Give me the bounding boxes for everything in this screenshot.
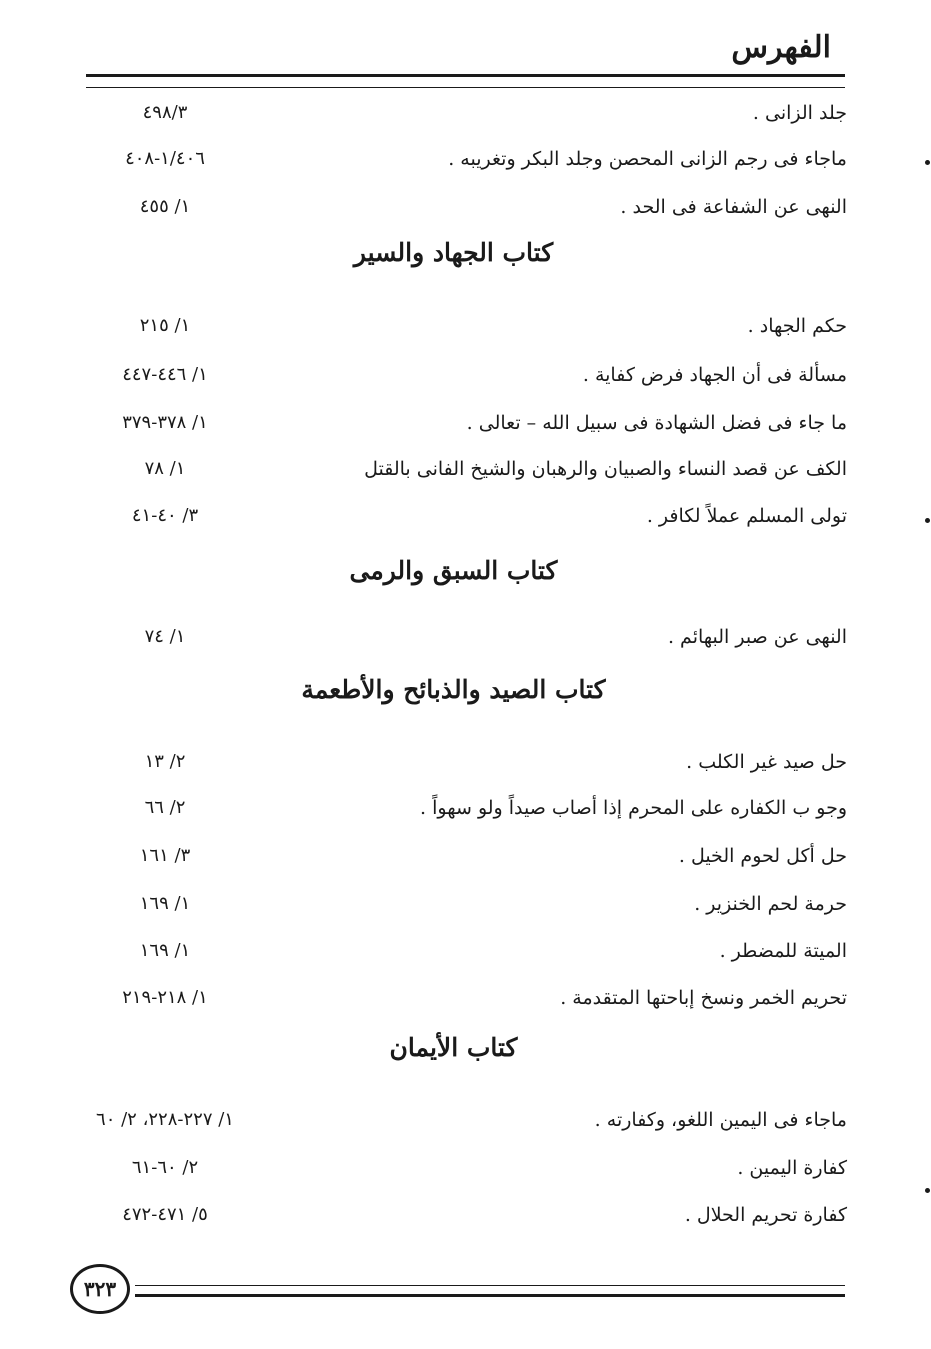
- entry-ref: ٢/ ١٣: [144, 751, 186, 772]
- list-item: [60, 797, 847, 827]
- list-item: [60, 751, 847, 781]
- entry-text: الميتة للمضطر .: [719, 940, 847, 962]
- footer-rule: [135, 1285, 845, 1297]
- list-item: [60, 196, 847, 226]
- entry-ref: ١/ ٢١٨-٢١٩: [122, 987, 208, 1008]
- list-item: [60, 458, 847, 488]
- entry-text: النهى عن صبر البهائم .: [667, 626, 847, 648]
- entry-ref: ٢/ ٦٠-٦١: [131, 1157, 199, 1178]
- entry-text: ماجاء فى رجم الزانى المحصن وجلد البكر وتغريبه .: [448, 148, 847, 170]
- list-item: [60, 1204, 847, 1234]
- list-item: [60, 845, 847, 875]
- entry-ref: ١/ ٢١٥: [139, 315, 191, 336]
- entry-ref: ٢/ ٦٦: [144, 797, 186, 818]
- entry-ref: ١/ ٧٨: [144, 458, 186, 479]
- page-number: ٣٢٣: [70, 1264, 130, 1314]
- list-item: [60, 1109, 847, 1139]
- entry-text: الكف عن قصد النساء والصبيان والرهبان والشيخ الفانى بالقتل: [364, 458, 847, 480]
- entry-ref: ١/ ٢٢٧-٢٢٨، ٢/ ٦٠: [96, 1109, 234, 1130]
- scan-mark: [925, 1188, 930, 1193]
- entry-text: ماجاء فى اليمين اللغو، وكفارته .: [594, 1109, 847, 1131]
- section-heading: كتاب السبق والرمى: [349, 556, 558, 585]
- entry-ref: ١/٤٠٦-٤٠٨: [125, 148, 205, 169]
- entry-ref: ١/ ١٦٩: [139, 893, 191, 914]
- section-heading: كتاب الجهاد والسير: [353, 238, 554, 267]
- entry-ref: ١/ ٤٥٥: [139, 196, 191, 217]
- list-item: [60, 940, 847, 970]
- entry-text: ما جاء فى فضل الشهادة فى سبيل الله – تعالى .: [466, 412, 847, 434]
- section-heading: كتاب الصيد والذبائح والأطعمة: [301, 675, 606, 704]
- list-item: [60, 102, 847, 132]
- list-item: [60, 1157, 847, 1187]
- entry-ref: ٣/ ١٦١: [139, 845, 191, 866]
- entry-ref: ١/ ٣٧٨-٣٧٩: [122, 412, 208, 433]
- list-item: [60, 315, 847, 345]
- entry-ref: ٤٩٨/٣: [142, 102, 188, 123]
- list-item: [60, 364, 847, 394]
- entry-ref: ١/ ٧٤: [144, 626, 186, 647]
- entry-text: حكم الجهاد .: [747, 315, 847, 337]
- entry-ref: ١/ ١٦٩: [139, 940, 191, 961]
- entry-text: كفارة تحريم الحلال .: [684, 1204, 847, 1226]
- list-item: [60, 893, 847, 923]
- entry-text: وجو ب الكفاره على المحرم إذا أصاب صيداً ولو سهواً .: [420, 797, 847, 819]
- entry-text: جلد الزانى .: [752, 102, 847, 124]
- list-item: [60, 505, 847, 535]
- entry-text: النهى عن الشفاعة فى الحد .: [620, 196, 847, 218]
- entry-text: مسألة فى أن الجهاد فرض كفاية .: [582, 364, 847, 386]
- entry-text: تحريم الخمر ونسخ إباحتها المتقدمة .: [560, 987, 847, 1009]
- list-item: [60, 148, 847, 178]
- list-item: [60, 626, 847, 656]
- list-item: [60, 412, 847, 442]
- entry-text: حل أكل لحوم الخيل .: [678, 845, 847, 867]
- entry-text: كفارة اليمين .: [737, 1157, 847, 1179]
- entry-ref: ١/ ٤٤٦-٤٤٧: [122, 364, 208, 385]
- entry-ref: ٣/ ٤٠-٤١: [131, 505, 199, 526]
- list-item: [60, 987, 847, 1017]
- header-rule: [86, 74, 845, 88]
- scan-mark: [925, 160, 930, 165]
- scan-mark: [925, 518, 930, 523]
- entry-text: حل صيد غير الكلب .: [686, 751, 847, 773]
- entry-text: تولى المسلم عملاً لكافر .: [646, 505, 847, 527]
- entry-text: حرمة لحم الخنزير .: [694, 893, 847, 915]
- entry-ref: ٥/ ٤٧١-٤٧٢: [122, 1204, 208, 1225]
- page-header-title: الفهرس: [731, 30, 831, 65]
- section-heading: كتاب الأيمان: [389, 1033, 518, 1062]
